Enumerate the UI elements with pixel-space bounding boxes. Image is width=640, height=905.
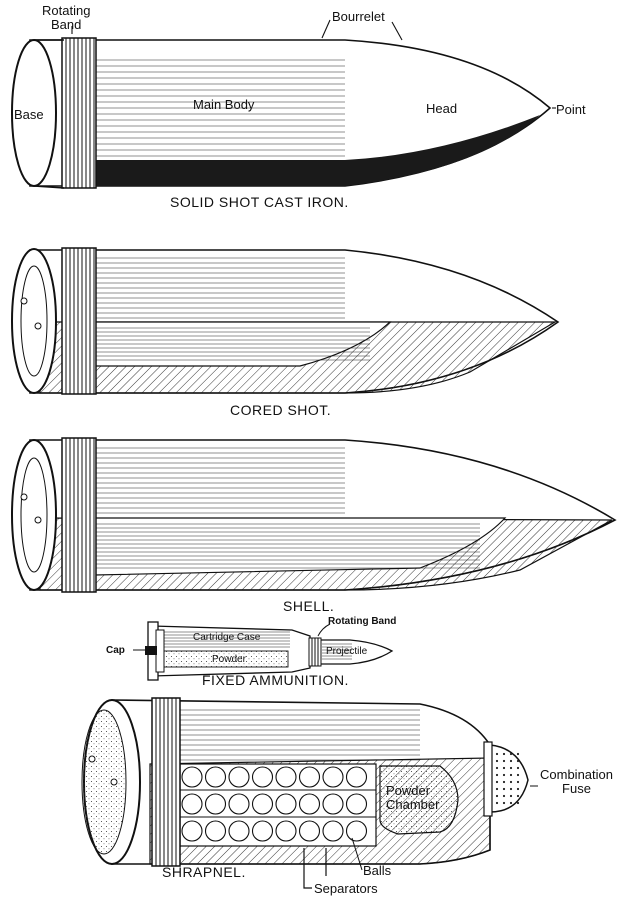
label-powder: Powder [212,654,246,665]
caption-cored-shot: CORED SHOT. [230,402,332,418]
label-cap: Cap [106,645,125,656]
label-head: Head [426,101,458,116]
label-separators: Separators [314,881,378,896]
label-powder-chamber: Powder Chamber [386,783,440,812]
label-base: Base [14,107,44,122]
label-balls: Balls [363,863,392,878]
label-bourrelet: Bourrelet [332,9,385,24]
label-rotating-band: Rotating Band [42,3,91,32]
shrapnel-figure [82,698,538,888]
cored-shot-figure [12,248,558,394]
label-main-body: Main Body [193,97,255,112]
label-combination-fuse: Combination Fuse [540,767,613,796]
label-fa-rotating-band: Rotating Band [328,616,397,627]
shell-figure [12,438,615,592]
solid-shot-figure [12,38,550,188]
label-point: Point [556,102,586,117]
caption-solid-shot: SOLID SHOT CAST IRON. [170,194,349,210]
caption-shrapnel: SHRAPNEL. [162,864,246,880]
label-cartridge-case: Cartridge Case [193,632,261,643]
caption-shell: SHELL. [283,598,335,614]
label-projectile: Projectile [326,646,368,657]
caption-fixed-ammunition: FIXED AMMUNITION. [202,672,349,688]
